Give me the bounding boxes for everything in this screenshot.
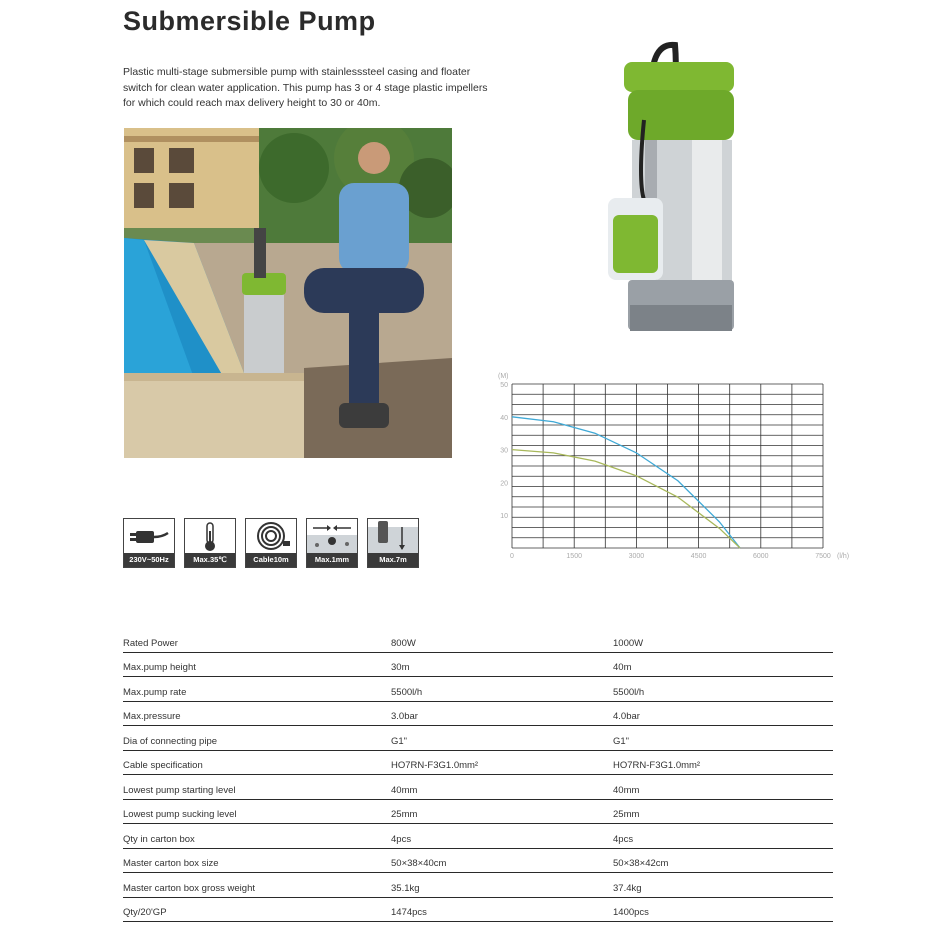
y-tick-label: 40 [500, 414, 508, 422]
lifestyle-photo [124, 128, 452, 458]
feature-label: Max.1mm [307, 553, 357, 567]
x-tick-label: 1500 [566, 553, 582, 560]
spec-value-800w: 5500l/h [391, 686, 423, 698]
spec-value-800w: 50×38×40cm [391, 858, 447, 869]
thermometer-icon [185, 519, 235, 553]
y-tick-label: 20 [500, 480, 508, 488]
spec-value-1000w: 1400pcs [613, 907, 649, 918]
spec-label: Qty in carton box [123, 833, 195, 845]
pump-product-image [600, 40, 750, 340]
spec-value-1000w: 50×38×42cm [613, 858, 669, 869]
spec-row [123, 726, 833, 751]
spec-value-1000w: G1" [613, 735, 630, 747]
x-tick-label: 7500 [815, 553, 831, 560]
feature-particle [306, 518, 358, 568]
spec-value-800w: 35.1kg [391, 882, 420, 894]
spec-value-1000w: 40m [613, 662, 632, 673]
spec-value-800w: 40mm [391, 784, 418, 796]
feature-cable [245, 518, 297, 568]
feature-voltage [123, 518, 175, 568]
x-axis-unit: (l/h) [837, 553, 850, 560]
spec-value-800w: 30m [391, 662, 410, 673]
spec-value-1000w: 40mm [613, 784, 640, 796]
y-tick-label: 10 [500, 513, 508, 521]
spec-row [123, 824, 833, 849]
spec-table [123, 628, 833, 922]
spec-value-800w: 3.0bar [391, 711, 418, 722]
page-title: Submersible Pump [123, 6, 376, 36]
curve-800w [512, 450, 740, 548]
spec-value-1000w: 25mm [613, 809, 640, 820]
spec-row [123, 677, 833, 702]
spec-value-800w: 800W [391, 637, 416, 649]
immersion-depth-icon [368, 519, 418, 553]
spec-label: Max.pump height [123, 662, 196, 673]
spec-row [123, 653, 833, 678]
spec-value-800w: HO7RN-F3G1.0mm² [391, 760, 479, 771]
spec-row [123, 751, 833, 776]
spec-value-800w: 1474pcs [391, 907, 427, 918]
spec-value-800w: 25mm [391, 809, 418, 820]
spec-label: Cable specification [123, 760, 203, 771]
spec-label: Qty/20'GP [123, 907, 167, 918]
spec-row [123, 702, 833, 727]
particle-size-icon [307, 519, 357, 553]
spec-value-1000w: 5500l/h [613, 686, 645, 698]
plug-icon [124, 519, 174, 553]
feature-depth [367, 518, 419, 568]
spec-value-800w: 4pcs [391, 833, 412, 845]
spec-label: Master carton box gross weight [123, 882, 256, 894]
feature-label: Max.35℃ [185, 553, 235, 567]
feature-temperature [184, 518, 236, 568]
feature-icons [123, 518, 419, 568]
spec-label: Dia of connecting pipe [123, 735, 218, 747]
feature-label: 230V~50Hz [124, 553, 174, 567]
x-tick-label: 6000 [753, 553, 769, 560]
performance-chart-svg [492, 366, 862, 566]
y-axis-unit: (M) [498, 373, 509, 380]
spec-row [123, 800, 833, 825]
spec-row [123, 628, 833, 653]
spec-value-1000w: 37.4kg [613, 882, 642, 894]
x-tick-label: 4500 [690, 553, 707, 560]
spec-value-1000w: 4.0bar [613, 711, 640, 722]
spec-label: Max.pump rate [123, 686, 187, 698]
spec-label: Rated Power [123, 637, 178, 649]
spec-label: Master carton box size [123, 858, 219, 869]
spec-value-1000w: 1000W [613, 637, 644, 649]
performance-chart [492, 366, 862, 566]
spec-label: Lowest pump starting level [123, 784, 236, 796]
spec-value-1000w: 4pcs [613, 833, 634, 845]
spec-value-800w: G1" [391, 735, 408, 747]
spec-row [123, 775, 833, 800]
x-tick-label: 0 [510, 553, 514, 560]
curve-1000w [512, 417, 740, 548]
y-tick-label: 50 [500, 382, 508, 389]
y-tick-label: 30 [500, 447, 508, 455]
spec-label: Lowest pump sucking level [123, 809, 237, 820]
x-tick-label: 3000 [628, 553, 645, 560]
spec-label: Max.pressure [123, 711, 181, 722]
spec-value-1000w: HO7RN-F3G1.0mm² [613, 760, 701, 771]
spec-row [123, 849, 833, 874]
cable-coil-icon [246, 519, 296, 553]
product-description: Plastic multi-stage submersible pump with stainlesssteel casing and floater switch for clean water application. This pump has 3 or 4 stage plastic impellers for which could reach max delivery height to 30 or 40m. [123, 66, 488, 109]
spec-row [123, 898, 833, 923]
feature-label: Max.7m [368, 553, 418, 567]
spec-row [123, 873, 833, 898]
feature-label: Cable10m [246, 553, 296, 567]
